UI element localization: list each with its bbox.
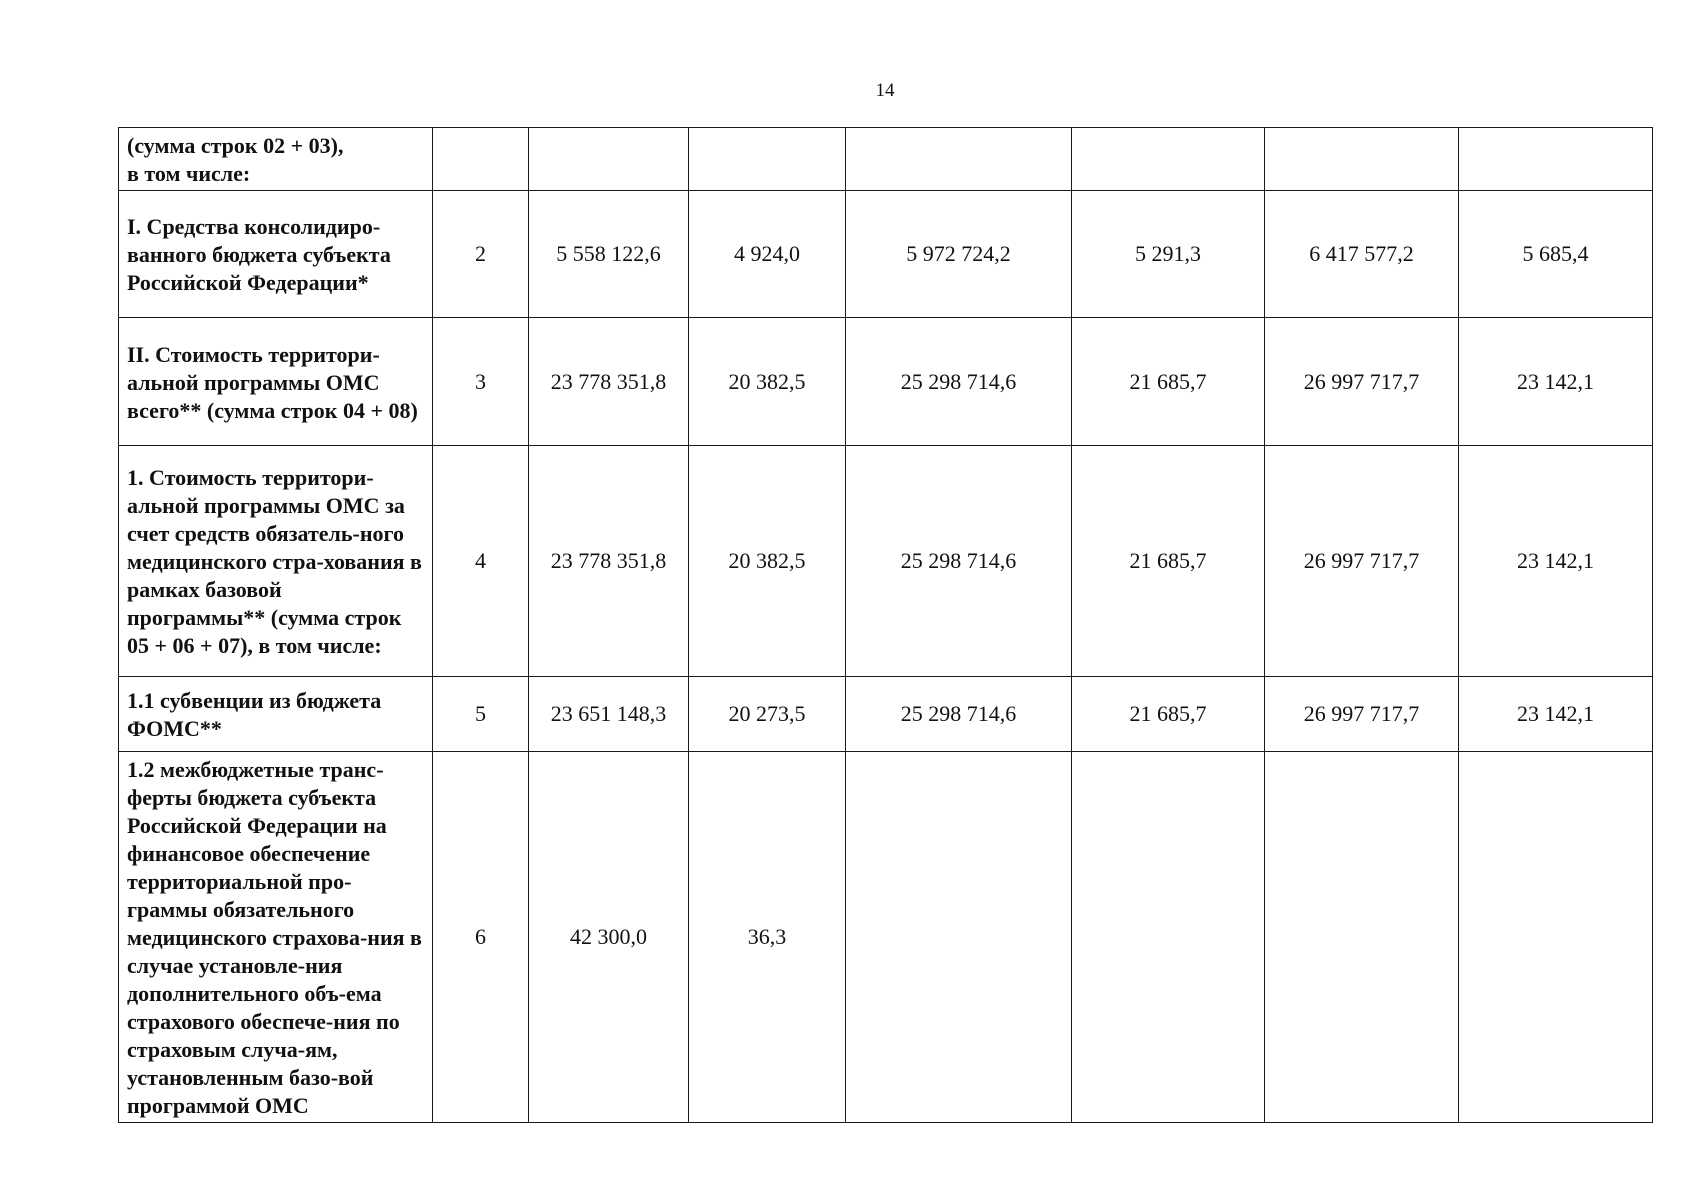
- cell-value: 23 778 351,8: [529, 446, 689, 677]
- cell-value: 23 142,1: [1459, 677, 1653, 752]
- cell-value: [1265, 128, 1459, 191]
- cell-value: [846, 128, 1072, 191]
- row-label: 1.2 межбюджетные транс-ферты бюджета субъекта Российской Федерации на финансовое обеспечение территориальной про-граммы обязательного медицинского страхова-ния в случае установле-ния дополнительного объ-ема страхового обеспече-ния по страховым случа-ям, установленным базо-вой программой ОМС: [119, 752, 433, 1123]
- row-label: 1. Стоимость территори-альной программы ОМС за счет средств обязатель-ного медицинского стра-хования в рамках базовой программы** (сумма строк 05 + 06 + 07), в том числе:: [119, 446, 433, 677]
- cell-value: 25 298 714,6: [846, 446, 1072, 677]
- row-code: 6: [433, 752, 529, 1123]
- cell-value: 23 651 148,3: [529, 677, 689, 752]
- cell-value: 5 685,4: [1459, 191, 1653, 318]
- table-body: [119, 128, 1653, 1123]
- cell-value: 26 997 717,7: [1265, 318, 1459, 446]
- cell-value: 5 972 724,2: [846, 191, 1072, 318]
- cell-value: [1459, 752, 1653, 1123]
- row-label-line: (сумма строк 02 + 03), в том числе:: [127, 133, 344, 186]
- row-code: 2: [433, 191, 529, 318]
- row-code: 3: [433, 318, 529, 446]
- cell-value: 6 417 577,2: [1265, 191, 1459, 318]
- cell-value: [689, 128, 846, 191]
- table-row: [119, 446, 1653, 677]
- row-label: [119, 128, 433, 191]
- row-code: [433, 128, 529, 191]
- table-row: [119, 677, 1653, 752]
- cell-value: 4 924,0: [689, 191, 846, 318]
- row-code: 4: [433, 446, 529, 677]
- cell-value: 5 558 122,6: [529, 191, 689, 318]
- cell-value: 20 382,5: [689, 318, 846, 446]
- cell-value: 25 298 714,6: [846, 677, 1072, 752]
- cell-value: [1265, 752, 1459, 1123]
- financial-table: [118, 127, 1653, 1123]
- cell-value: [1459, 128, 1653, 191]
- table-row: [119, 752, 1653, 1123]
- table-row: [119, 128, 1653, 191]
- cell-value: 23 142,1: [1459, 446, 1653, 677]
- cell-value: 36,3: [689, 752, 846, 1123]
- cell-value: 42 300,0: [529, 752, 689, 1123]
- cell-value: [1072, 752, 1265, 1123]
- cell-value: 21 685,7: [1072, 318, 1265, 446]
- cell-value: 23 142,1: [1459, 318, 1653, 446]
- cell-value: [846, 752, 1072, 1123]
- cell-value: [529, 128, 689, 191]
- row-label: I. Средства консолидиро-ванного бюджета субъекта Российской Федерации*: [119, 191, 433, 318]
- cell-value: 23 778 351,8: [529, 318, 689, 446]
- cell-value: 26 997 717,7: [1265, 677, 1459, 752]
- table-row: [119, 191, 1653, 318]
- cell-value: 21 685,7: [1072, 677, 1265, 752]
- cell-value: 21 685,7: [1072, 446, 1265, 677]
- row-label: II. Стоимость территори-альной программы ОМС всего** (сумма строк 04 + 08): [119, 318, 433, 446]
- cell-value: 20 273,5: [689, 677, 846, 752]
- cell-value: 5 291,3: [1072, 191, 1265, 318]
- row-label: 1.1 субвенции из бюджета ФОМС**: [119, 677, 433, 752]
- page-number: 14: [875, 80, 895, 101]
- cell-value: 20 382,5: [689, 446, 846, 677]
- cell-value: [1072, 128, 1265, 191]
- row-code: 5: [433, 677, 529, 752]
- cell-value: 26 997 717,7: [1265, 446, 1459, 677]
- cell-value: 25 298 714,6: [846, 318, 1072, 446]
- table-row: [119, 318, 1653, 446]
